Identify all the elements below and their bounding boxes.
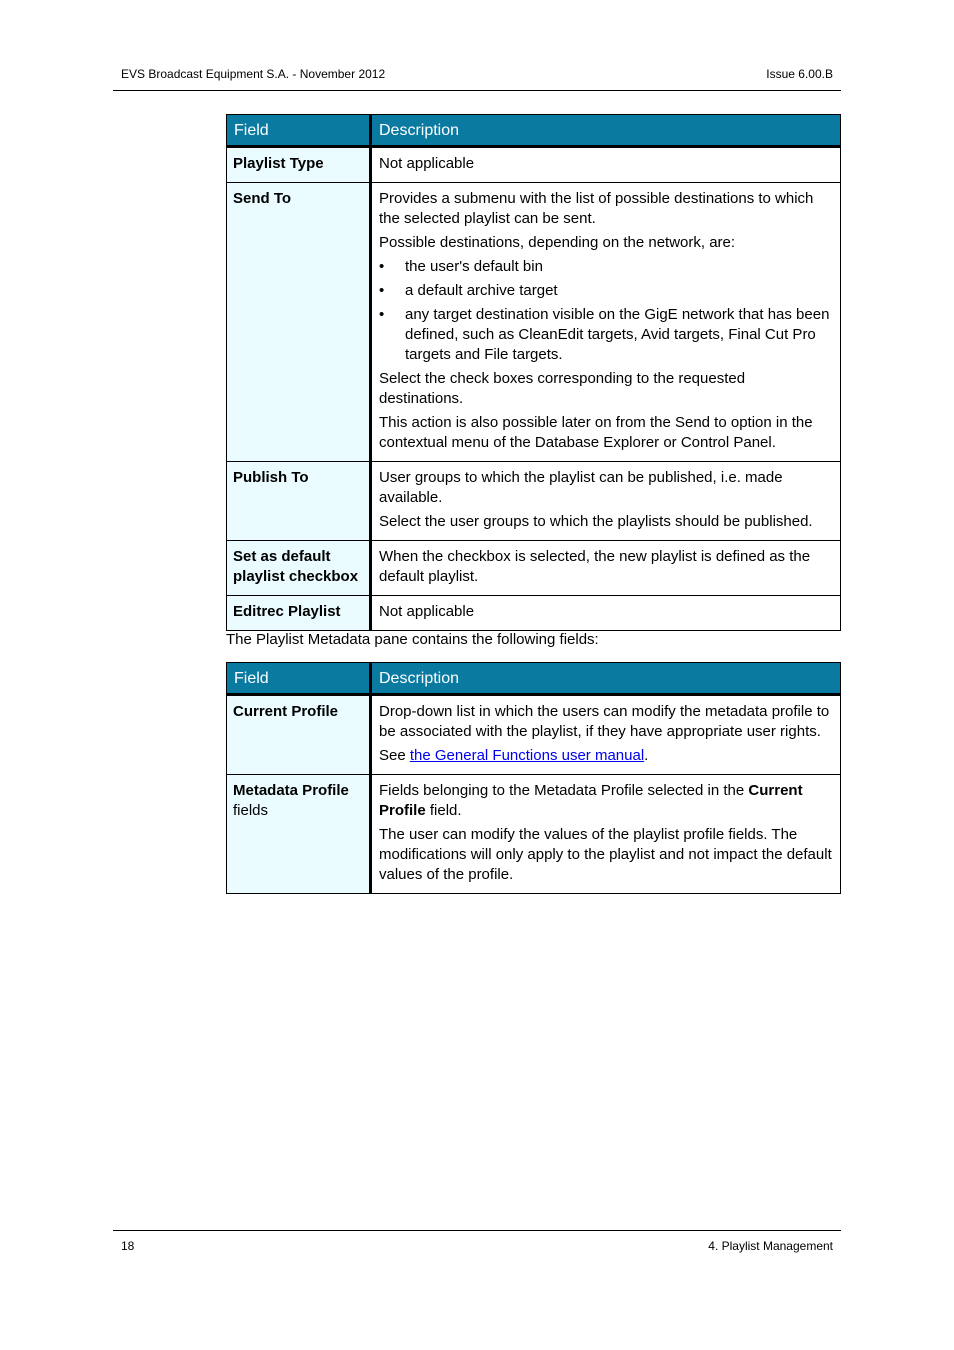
table-row	[227, 147, 841, 183]
desc-editrec: Not applicable	[371, 596, 841, 631]
intro-paragraph: The Playlist Metadata pane contains the following fields:	[226, 631, 599, 648]
column-header-field: Field	[227, 115, 371, 147]
desc-paragraph	[379, 781, 833, 821]
desc-publish-to	[371, 462, 841, 541]
desc-paragraph: Select the check boxes corresponding to the requested destinations.	[379, 370, 746, 407]
list-item: • the user's default bin	[379, 257, 833, 277]
desc-metadata-profile	[371, 775, 841, 894]
desc-paragraph: Possible destinations, depending on the network, are:	[379, 234, 736, 251]
table-row	[227, 775, 841, 894]
page-header	[113, 62, 841, 91]
desc-paragraph: Drop-down list in which the users can modify the metadata profile to be associated with the playlist, if they have appropriate user rights.	[379, 703, 830, 740]
field-set-default: Set as default playlist checkbox	[227, 541, 371, 596]
playlist-fields-table	[226, 114, 841, 631]
desc-paragraph: Select the user groups to which the playlists should be published.	[379, 513, 813, 530]
field-metadata-profile-bold: Metadata Profile	[233, 782, 349, 799]
field-send-to: Send To	[227, 183, 371, 462]
header-company-date: EVS Broadcast Equipment S.A. - November 2012	[121, 67, 386, 81]
field-metadata-profile-suffix: fields	[233, 802, 269, 819]
column-header-description: Description	[371, 663, 841, 695]
page-number: 18	[121, 1239, 135, 1253]
header-issue: Issue 6.00.B	[766, 67, 833, 81]
table-header-row	[227, 115, 841, 147]
desc-text: Fields belonging to the Metadata Profile selected in the	[379, 782, 749, 799]
field-editrec: Editrec Playlist	[227, 596, 371, 631]
table-header-row	[227, 663, 841, 695]
list-item: • any target destination visible on the GigE network that has been defined, such as CleanEdit targets, Avid targets, Final Cut Pro targets and File targets.	[379, 305, 833, 365]
table-row	[227, 541, 841, 596]
desc-playlist-type: Not applicable	[371, 147, 841, 183]
table-row	[227, 183, 841, 462]
field-metadata-profile	[227, 775, 371, 894]
desc-set-default: When the checkbox is selected, the new playlist is defined as the default playlist.	[371, 541, 841, 596]
desc-paragraph: This action is also possible later on from the Send to option in the contextual menu of the Database Explorer or Control Panel.	[379, 414, 813, 451]
table-row	[227, 462, 841, 541]
see-prefix: See	[379, 747, 410, 764]
table-row	[227, 596, 841, 631]
desc-paragraph: User groups to which the playlist can be published, i.e. made available.	[379, 469, 783, 506]
desc-paragraph: Provides a submenu with the list of possible destinations to which the selected playlist can be sent.	[379, 190, 814, 227]
field-playlist-type: Playlist Type	[227, 147, 371, 183]
desc-current-profile	[371, 695, 841, 775]
desc-text: field.	[425, 802, 462, 819]
page-footer	[113, 1230, 841, 1261]
field-publish-to: Publish To	[227, 462, 371, 541]
footer-section: 4. Playlist Management	[708, 1239, 833, 1253]
desc-send-to	[371, 183, 841, 462]
metadata-fields-table	[226, 662, 841, 894]
field-current-profile: Current Profile	[227, 695, 371, 775]
desc-bold-text: Current Profile	[379, 782, 803, 819]
see-also-paragraph	[379, 746, 833, 766]
column-header-field: Field	[227, 663, 371, 695]
list-item: • a default archive target	[379, 281, 833, 301]
desc-paragraph: The user can modify the values of the playlist profile fields. The modifications will only apply to the playlist and not impact the default values of the profile.	[379, 826, 832, 883]
destinations-list	[379, 257, 833, 365]
general-functions-manual-link[interactable]: the General Functions user manual	[409, 747, 645, 764]
see-suffix: .	[644, 747, 649, 764]
table-row	[227, 695, 841, 775]
column-header-description: Description	[371, 115, 841, 147]
